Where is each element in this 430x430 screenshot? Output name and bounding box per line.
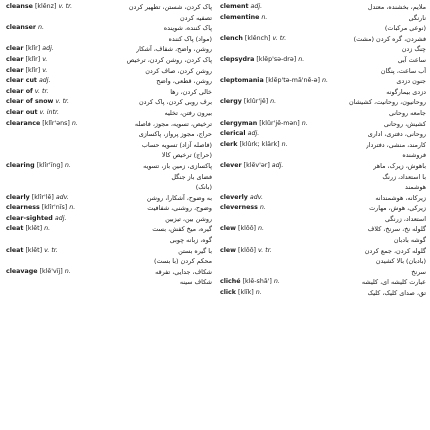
entry-headword: cleat bbox=[6, 246, 24, 254]
dictionary-entry bbox=[220, 97, 426, 108]
entry-translation: روشن کردن، صاف کردن bbox=[145, 66, 212, 75]
dictionary-entry bbox=[6, 23, 212, 34]
entry-part-of-speech: n. bbox=[322, 77, 329, 85]
entry-translation: زیرکانه، هوشمندانه bbox=[375, 193, 426, 202]
entry-part-of-speech: v. tr. bbox=[34, 87, 49, 95]
dictionary-entry bbox=[220, 129, 426, 140]
entry-headword: clear of snow bbox=[6, 98, 54, 106]
entry-headword-group bbox=[6, 119, 78, 130]
entry-part-of-speech: n. bbox=[71, 119, 78, 127]
entry-headword: clear of bbox=[6, 87, 33, 95]
dictionary-entry bbox=[220, 55, 426, 66]
dictionary-entry bbox=[6, 224, 212, 235]
entry-translation: (بادبان) بالا کشیدن bbox=[375, 257, 426, 266]
entry-part-of-speech: n. bbox=[38, 24, 45, 32]
entry-headword: clever bbox=[220, 161, 242, 169]
entry-translation: سرنخ bbox=[411, 267, 426, 276]
dictionary-entry bbox=[6, 161, 212, 172]
entry-headword: clear bbox=[6, 55, 24, 63]
entry-headword-group bbox=[220, 34, 286, 45]
entry-translation: روحانی، دفتری، اداری bbox=[367, 130, 426, 139]
entry-part-of-speech: n. bbox=[261, 13, 268, 21]
entry-headword: clearly bbox=[6, 193, 30, 201]
entry-translation: (حراج) ترخیص کالا bbox=[161, 151, 212, 160]
entry-headword-group bbox=[220, 246, 272, 257]
dictionary-entry bbox=[220, 246, 426, 257]
entry-headword-group bbox=[6, 44, 54, 55]
entry-headword: clergyman bbox=[220, 119, 258, 127]
dictionary-entry bbox=[6, 13, 212, 24]
dictionary-entry bbox=[220, 119, 426, 130]
entry-part-of-speech: adj. bbox=[38, 77, 51, 85]
dictionary-entry bbox=[220, 172, 426, 183]
entry-headword-group bbox=[220, 203, 266, 214]
entry-translation: تصفیه کردن bbox=[179, 13, 212, 22]
dictionary-entry bbox=[6, 2, 212, 13]
entry-part-of-speech: adv. bbox=[55, 193, 69, 201]
right-column bbox=[220, 2, 426, 430]
entry-headword: clench bbox=[220, 34, 243, 42]
entry-part-of-speech: n. bbox=[258, 225, 265, 233]
entry-headword: clew bbox=[220, 246, 236, 254]
entry-translation: باهوش، زیرک، ماهر bbox=[373, 161, 426, 170]
dictionary-entry bbox=[220, 235, 426, 246]
entry-headword: cleanser bbox=[6, 24, 37, 32]
entry-part-of-speech: v. tr. bbox=[272, 34, 287, 42]
entry-pronunciation: [klîr'lē] bbox=[31, 193, 54, 201]
entry-translation: روشن، قطعی، واضح bbox=[156, 77, 212, 86]
entry-pronunciation: [klûr'jē] bbox=[243, 98, 269, 106]
entry-pronunciation: [klîr'əns] bbox=[42, 119, 70, 127]
entry-pronunciation: [klîr] bbox=[25, 45, 41, 53]
entry-translation: ملایم، بخشنده، معتدل bbox=[367, 3, 426, 11]
dictionary-entry bbox=[6, 129, 212, 140]
dictionary-entry bbox=[6, 172, 212, 183]
entry-headword: clear out bbox=[6, 108, 38, 116]
dictionary-entry bbox=[220, 150, 426, 161]
entry-headword-group bbox=[220, 140, 288, 151]
dictionary-entry bbox=[220, 23, 426, 34]
entry-headword: clear-sighted bbox=[6, 214, 53, 222]
entry-part-of-speech: v. tr. bbox=[55, 98, 70, 106]
dictionary-entry bbox=[6, 182, 212, 193]
entry-headword: cleverly bbox=[220, 193, 248, 201]
entry-pronunciation: [klē'vĭj] bbox=[39, 267, 63, 275]
entry-part-of-speech: n. bbox=[255, 289, 262, 297]
dictionary-entry bbox=[6, 97, 212, 108]
dictionary-entry bbox=[220, 2, 426, 13]
entry-translation: چنگ زدن bbox=[401, 45, 426, 54]
left-column bbox=[6, 2, 212, 430]
dictionary-entry bbox=[6, 277, 212, 288]
entry-translation: بیرون رفتن، تخلیه bbox=[164, 108, 212, 117]
entry-headword: clear bbox=[6, 45, 24, 53]
entry-headword: clerk bbox=[220, 140, 238, 148]
entry-translation: پاکسازی، زمین باز، تسویه bbox=[143, 161, 212, 170]
dictionary-entry bbox=[6, 55, 212, 66]
dictionary-entry bbox=[220, 224, 426, 235]
entry-pronunciation: [klîr'nĭs] bbox=[41, 204, 68, 212]
entry-part-of-speech: n. bbox=[69, 204, 76, 212]
dictionary-entry bbox=[6, 44, 212, 55]
entry-headword-group bbox=[220, 224, 264, 235]
entry-translation: روحانیون، روحانیت، کشیشان bbox=[348, 98, 426, 107]
entry-headword-group bbox=[220, 161, 283, 172]
entry-translation: جنون دزدی bbox=[396, 77, 426, 86]
entry-headword: cliché bbox=[220, 278, 241, 286]
entry-translation: فشردن، گره کردن (مشت) bbox=[353, 34, 426, 43]
entry-headword-group bbox=[6, 267, 71, 278]
entry-headword-group bbox=[6, 224, 50, 235]
entry-translation: زیرکی، هوش، مهارت bbox=[369, 204, 426, 213]
entry-headword-group bbox=[6, 214, 66, 225]
entry-headword: clement bbox=[220, 3, 249, 10]
entry-headword-group bbox=[6, 246, 58, 257]
entry-pronunciation: [klîr'ĭng] bbox=[36, 161, 63, 169]
dictionary-entry bbox=[220, 76, 426, 87]
entry-translation: شکاف سینه bbox=[179, 278, 212, 287]
entry-part-of-speech: adv. bbox=[249, 193, 263, 201]
entry-pronunciation: [klĕp'tə-mā'nē-ə] bbox=[265, 77, 320, 85]
dictionary-entry bbox=[220, 214, 426, 225]
entry-part-of-speech: adj. bbox=[247, 130, 260, 138]
entry-headword: cleavage bbox=[6, 267, 38, 275]
entry-translation: گلوله کردن، جمع کردن bbox=[364, 246, 426, 255]
entry-translation: پاک کردن، روشن کردن، ترخیص bbox=[126, 55, 212, 64]
entry-pronunciation: [klōō] bbox=[238, 225, 257, 233]
entry-pronunciation: [klēt] bbox=[25, 246, 43, 254]
dictionary-entry bbox=[220, 34, 426, 45]
entry-pronunciation: [klûr'jē-mən] bbox=[259, 119, 300, 127]
entry-headword-group bbox=[220, 13, 267, 24]
entry-headword: cleanse bbox=[6, 3, 33, 10]
dictionary-entry bbox=[220, 288, 426, 299]
dictionary-entry bbox=[220, 193, 426, 204]
entry-part-of-speech: n. bbox=[270, 98, 277, 106]
entry-part-of-speech: v. bbox=[42, 66, 48, 74]
entry-pronunciation: [klĕnz] bbox=[34, 3, 57, 10]
entry-headword-group bbox=[220, 193, 263, 204]
entry-translation: شکاف، جدایی، تفرقه bbox=[155, 267, 212, 276]
entry-part-of-speech: v. intr. bbox=[39, 108, 59, 116]
entry-headword: click bbox=[220, 289, 236, 297]
entry-translation: پاک کردن، شستن، تطهیر کردن bbox=[128, 3, 212, 11]
dictionary-entry bbox=[220, 13, 426, 24]
entry-headword-group bbox=[220, 2, 262, 13]
entry-translation: تق، صدای کلیک، کلیک bbox=[367, 289, 426, 298]
entry-headword-group bbox=[220, 76, 328, 87]
entry-translation: دزدی بیمارگونه bbox=[386, 87, 426, 96]
dictionary-entry bbox=[6, 87, 212, 98]
entry-pronunciation: [klĕv'ər] bbox=[243, 161, 270, 169]
entry-translation: روشن، واضح، شفاف، آشکار bbox=[136, 45, 212, 54]
entry-translation: فضای باز جنگل bbox=[171, 172, 212, 181]
entry-translation: به وضوح، آشکارا، روشن bbox=[146, 193, 212, 202]
entry-part-of-speech: n. bbox=[64, 161, 71, 169]
dictionary-entry bbox=[6, 267, 212, 278]
entry-translation: نارنگی bbox=[408, 13, 426, 22]
dictionary-entry bbox=[6, 108, 212, 119]
entry-headword-group bbox=[6, 108, 59, 119]
entry-headword: clerical bbox=[220, 130, 246, 138]
entry-pronunciation: [klĕp'sə-drə] bbox=[256, 55, 297, 63]
entry-pronunciation: [klē-shā'] bbox=[242, 278, 272, 286]
entry-translation: وضوح، روشنی، شفافیت bbox=[147, 204, 212, 213]
entry-headword: clearness bbox=[6, 204, 40, 212]
entry-translation: (نوعی مرکبات) bbox=[384, 24, 426, 33]
entry-translation: گلوله نخ، سرنخ، کلاف bbox=[367, 225, 426, 234]
entry-headword-group bbox=[220, 129, 259, 140]
entry-translation: با استعداد، زرنگ bbox=[382, 172, 426, 181]
entry-headword: clew bbox=[220, 225, 236, 233]
entry-translation: با گیره بستن bbox=[178, 246, 212, 255]
entry-part-of-speech: n. bbox=[64, 267, 71, 275]
entry-translation: (بانک) bbox=[195, 183, 212, 192]
entry-part-of-speech: v. tr. bbox=[44, 246, 58, 254]
dictionary-entry bbox=[6, 66, 212, 77]
entry-translation: کشیش، روحانی bbox=[383, 119, 426, 128]
entry-headword: cleverness bbox=[220, 204, 258, 212]
entry-headword-group bbox=[6, 193, 69, 204]
entry-headword-group bbox=[220, 119, 308, 130]
entry-headword: cleat bbox=[6, 225, 24, 233]
entry-part-of-speech: adj. bbox=[42, 45, 54, 53]
entry-translation: فروشنده bbox=[402, 151, 426, 160]
entry-part-of-speech: adj. bbox=[271, 161, 284, 169]
entry-translation: جامعه روحانی bbox=[388, 108, 426, 117]
dictionary-entry bbox=[220, 161, 426, 172]
entry-translation: ساعت آبی bbox=[397, 55, 426, 64]
dictionary-entry bbox=[6, 246, 212, 257]
entry-headword-group bbox=[6, 97, 69, 108]
entry-headword-group bbox=[220, 55, 304, 66]
dictionary-entry bbox=[220, 87, 426, 98]
dictionary-entry bbox=[6, 140, 212, 151]
entry-headword-group bbox=[220, 288, 262, 299]
entry-pronunciation: [klōō] bbox=[238, 246, 257, 254]
entry-headword: clergy bbox=[220, 98, 242, 106]
dictionary-entry bbox=[220, 277, 426, 288]
entry-headword-group bbox=[6, 66, 47, 77]
entry-headword: clearing bbox=[6, 161, 35, 169]
entry-headword: clearance bbox=[6, 119, 41, 127]
entry-headword-group bbox=[220, 277, 280, 288]
entry-part-of-speech: n. bbox=[44, 225, 51, 233]
dictionary-entry bbox=[6, 235, 212, 246]
dictionary-entry bbox=[220, 256, 426, 267]
entry-part-of-speech: n. bbox=[259, 204, 266, 212]
entry-part-of-speech: adj. bbox=[54, 214, 67, 222]
dictionary-entry bbox=[220, 267, 426, 278]
entry-headword-group bbox=[6, 203, 75, 214]
entry-pronunciation: [klûrk; klärk] bbox=[239, 140, 280, 148]
entry-headword-group bbox=[220, 97, 276, 108]
entry-pronunciation: [klîr] bbox=[25, 66, 41, 74]
dictionary-entry bbox=[6, 150, 212, 161]
entry-translation: ترخیص، تسویه، مجوز، فاصله bbox=[134, 119, 212, 128]
entry-translation: خالی کردن، رها bbox=[170, 87, 212, 96]
entry-translation: برف روبی کردن، پاک کردن bbox=[138, 98, 212, 107]
entry-pronunciation: [klēt] bbox=[25, 225, 43, 233]
entry-headword-group bbox=[6, 161, 71, 172]
entry-translation: گوه، زبانه چوبی bbox=[169, 236, 212, 245]
entry-translation: گوشه بادبان bbox=[393, 236, 426, 245]
dictionary-entry bbox=[6, 203, 212, 214]
entry-pronunciation: [klĕnch] bbox=[244, 34, 271, 42]
entry-translation: (فاصله آزاد) تسویه حساب bbox=[141, 140, 212, 149]
entry-headword: clepsydra bbox=[220, 55, 255, 63]
entry-translation: روشن بین، تیزبین bbox=[165, 214, 212, 223]
dictionary-entry bbox=[220, 44, 426, 55]
dictionary-entry bbox=[220, 140, 426, 151]
entry-translation: کارمند، منشی، دفتردار bbox=[365, 140, 426, 149]
entry-translation: پاک کننده، شوینده bbox=[163, 24, 212, 33]
entry-pronunciation: [klîr] bbox=[25, 55, 41, 63]
dictionary-entry bbox=[6, 119, 212, 130]
dictionary-entry bbox=[220, 182, 426, 193]
entry-part-of-speech: n. bbox=[273, 278, 280, 286]
entry-translation: (مواد) پاک کننده bbox=[168, 34, 212, 43]
entry-headword: cleptomania bbox=[220, 77, 264, 85]
entry-headword-group bbox=[6, 2, 72, 13]
entry-translation: آب ساعت، پنگان bbox=[380, 66, 426, 75]
entry-pronunciation: [klĭk] bbox=[238, 289, 254, 297]
dictionary-entry bbox=[6, 34, 212, 45]
dictionary-entry bbox=[6, 193, 212, 204]
dictionary-entry bbox=[220, 203, 426, 214]
entry-part-of-speech: adj. bbox=[250, 3, 263, 10]
entry-translation: گیره، میخ کفش، بست bbox=[152, 225, 212, 234]
entry-headword: clementine bbox=[220, 13, 260, 21]
entry-headword: clear cut bbox=[6, 77, 37, 85]
entry-headword: clear bbox=[6, 66, 24, 74]
dictionary-entry bbox=[220, 66, 426, 77]
entry-translation: عبارت کلیشه ای، کلیشه bbox=[361, 278, 426, 287]
entry-part-of-speech: v. bbox=[42, 55, 48, 63]
entry-headword-group bbox=[6, 76, 51, 87]
entry-translation: محکم کردن (با بست) bbox=[154, 257, 212, 266]
entry-part-of-speech: n. bbox=[301, 119, 308, 127]
entry-part-of-speech: v. tr. bbox=[258, 246, 272, 254]
entry-headword-group bbox=[6, 55, 47, 66]
entry-headword-group bbox=[6, 23, 44, 34]
entry-part-of-speech: n. bbox=[281, 140, 288, 148]
entry-part-of-speech: n. bbox=[298, 55, 305, 63]
entry-translation: استعداد، زرنگی bbox=[384, 214, 426, 223]
dictionary-entry bbox=[6, 76, 212, 87]
dictionary-entry bbox=[6, 256, 212, 267]
dictionary-entry bbox=[6, 214, 212, 225]
entry-headword-group bbox=[6, 87, 49, 98]
dictionary-entry bbox=[220, 108, 426, 119]
entry-translation: هوشمند bbox=[404, 183, 426, 192]
entry-translation: حراج، مجوز پرواز، پاکسازی bbox=[138, 130, 212, 139]
entry-part-of-speech: v. tr. bbox=[58, 3, 73, 10]
